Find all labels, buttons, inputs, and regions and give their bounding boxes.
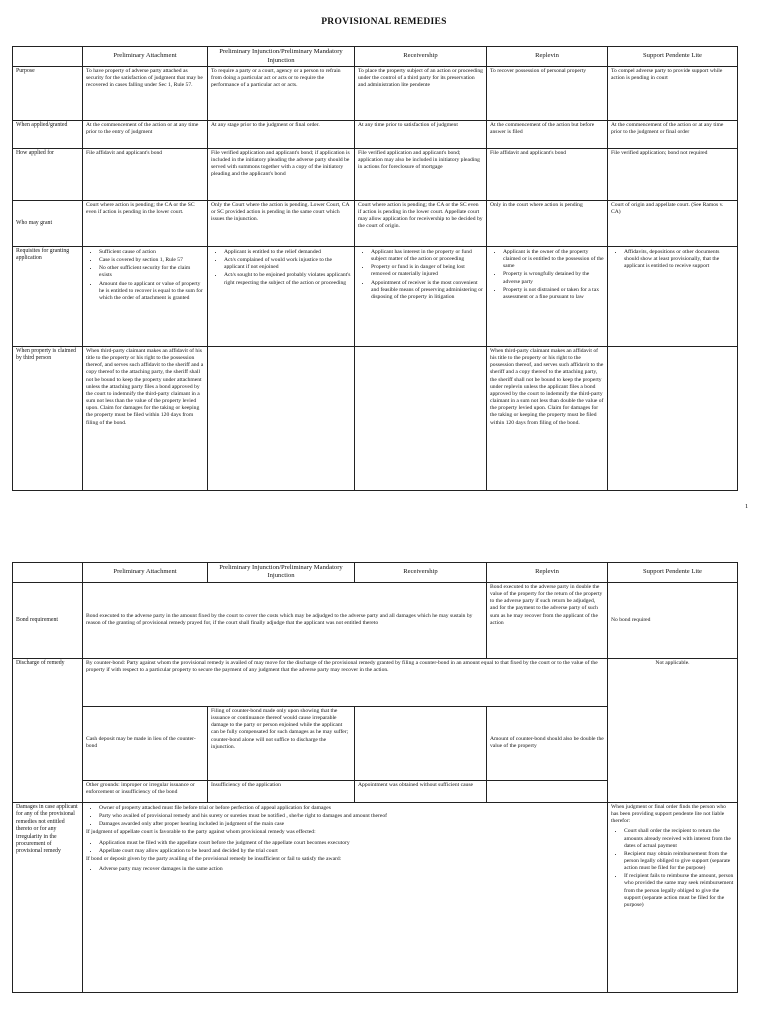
cell: File verified application and applicant's bond; if application is included in the initiatory pleading the adverse party should be served with summons together with a copy of the initiatory pleading and the applicant's bond xyxy=(208,149,355,201)
list-item: • Adverse party may recover damages in the same action xyxy=(99,866,604,873)
table-row-damages xyxy=(13,802,738,992)
bullet-list xyxy=(86,840,604,855)
cell: By counter-bond: Party against whom the provisional remedy is availed of may move for the discharge of the provisional remedy granted by filing a counter-bond in an amount equal to that fixed by the court or to the value of the property if with respect to a particular property to secure the payment of any judgment that the adverse party may recover in the action. xyxy=(83,658,608,706)
damages-para-1: If judgment of appellate court is favorable to the party against whom provisional remedy was effected: xyxy=(86,829,316,836)
bullet-list xyxy=(490,249,604,301)
cell xyxy=(355,247,487,347)
list-item: • Act/s complained of would work injustice to the applicant if not enjoined xyxy=(224,257,351,271)
bullet-list xyxy=(611,249,734,270)
bullet-list xyxy=(358,249,483,301)
header-receivership: Receivership xyxy=(355,563,487,583)
table-row-purpose xyxy=(13,67,738,121)
table-row-when xyxy=(13,121,738,149)
row-label-damages: Damages in case applicant for any of the provisional remedies not entitled thereto or for any irregularity in the procurement of provisional remedy xyxy=(13,802,83,992)
cell: To require a party or a court, agency or a person to refrain from doing a particular act or acts or to require the performance of a particular act or acts. xyxy=(208,67,355,121)
cell: Appointment was obtained without sufficient cause xyxy=(355,780,487,802)
header-support: Support Pendente Lite xyxy=(608,563,738,583)
page-number: 1 xyxy=(745,503,749,510)
list-item: • Damages awarded only after proper hearing included in judgment of the main case xyxy=(99,821,604,828)
cell: Insufficiency of the application xyxy=(208,780,355,802)
list-item: • Recipient may obtain reimbursement from the person legally obliged to give support (separate action must be filed for the purpose) xyxy=(624,851,734,872)
cell: Bond executed to the adverse party in the amount fixed by the court to cover the costs which may be adjudged to the adverse party and all damages which he may sustain by reason of the granting of provisional remedy prayed for, if the court shall finally adjudge that the applicant was not entitled thereto xyxy=(83,582,487,658)
header-attachment: Preliminary Attachment xyxy=(83,563,208,583)
remedies-table-2 xyxy=(12,562,738,993)
cell: When third-party claimant makes an affidavit of his title to the property or his right to the possession thereof, and serves such affidavit to the sheriff and a copy thereof to the attaching party, the sheriff shall not be bound to keep the property under replevin unless the applicant files a bond approved by the court to indemnify the third-party claimant in a sum not less than double the value of the property levied upon. Claim for damages for the taking or keeping the property must be filed within 120 days from filing of the bond. xyxy=(487,347,608,491)
cell xyxy=(355,706,487,780)
row-label-purpose: Purpose xyxy=(13,67,83,121)
cell: At any stage prior to the judgment or final order. xyxy=(208,121,355,149)
header-blank xyxy=(13,47,83,67)
cell xyxy=(487,247,608,347)
cell: No bond required xyxy=(608,582,738,658)
header-receivership: Receivership xyxy=(355,47,487,67)
cell: File affidavit and applicant's bond xyxy=(487,149,608,201)
cell: To compel adverse party to provide support while action is pending in court xyxy=(608,67,738,121)
table-row-requisites xyxy=(13,247,738,347)
cell: At any time prior to satisfaction of judgment xyxy=(355,121,487,149)
cell: When third-party claimant makes an affidavit of his title to the property or his right to the possession thereof, and serves such affidavit to the sheriff and a copy thereof to the attaching party, the sheriff shall not be bound to keep the property under attachment unless the attaching party files a bond approved by the court to indemnify the third-party claimant in a sum not less than the value of the property levied upon. Claim for damages for the taking or keeping the property must be filed within 120 days from filing of the bond. xyxy=(83,347,208,491)
cell: File verified application and applicant's bond; application may also be included in initiatory pleading in actions for foreclosure of mortgage xyxy=(355,149,487,201)
list-item: • No other sufficient security for the claim exists xyxy=(99,265,204,279)
list-item: • Owner of property attached must file before trial or before perfection of appeal application for damages xyxy=(99,805,604,812)
header-row xyxy=(13,563,738,583)
cell xyxy=(608,247,738,347)
table-row-discharge xyxy=(13,658,738,706)
bullet-list xyxy=(86,805,604,828)
cell: Amount of counter-bond should also be double the value of the property xyxy=(487,706,608,780)
table-row-bond xyxy=(13,582,738,658)
header-attachment: Preliminary Attachment xyxy=(83,47,208,67)
cell-support-damages xyxy=(608,802,738,992)
list-item: • Case is covered by section 1, Rule 57 xyxy=(99,257,204,264)
header-replevin: Replevin xyxy=(487,47,608,67)
list-item: • If recipient fails to reimburse the amount, person who provided the same may seek reimbursement from the person legally obliged to give the support (separate action must be filed for the purpose) xyxy=(624,873,734,909)
damages-para-2: If bond or deposit given by the party availing of the provisional remedy be insufficient or fail to satisfy the award: xyxy=(86,855,342,862)
cell xyxy=(208,347,355,491)
cell: Only in the court where action is pending xyxy=(487,201,608,247)
list-item: • Party who availed of provisional remedy and his surety or sureties must be notified , she/he right to damages and amount thereof xyxy=(99,813,604,820)
cell: Bond executed to the adverse party in double the value of the property for the return of the property to the adverse party if such return be adjudged, and for the payment to the adverse party of such sum as he may recover from the applicant of the action xyxy=(487,582,608,658)
row-label-how: How applied for xyxy=(13,149,83,201)
cell: Other grounds: improper or irregular issuance or enforcement or insufficiency of the bond xyxy=(83,780,208,802)
cell-not-applicable: Not applicable. xyxy=(608,658,738,802)
cell xyxy=(208,247,355,347)
header-support: Support Pendente Lite xyxy=(608,47,738,67)
list-item: • Sufficient cause of action xyxy=(99,249,204,256)
cell: At the commencement of the action or at any time prior to the judgment or final order xyxy=(608,121,738,149)
list-item: • Appellate court may allow application to be heard and decided by the trial court xyxy=(99,848,604,855)
list-item: • Act/s sought to be enjoined probably violates applicant's right respecting the subject of the action or proceeding xyxy=(224,272,351,286)
cell xyxy=(487,780,608,802)
cell: At the commencement of the action but before answer is filed xyxy=(487,121,608,149)
list-item: • Applicant is the owner of the property claimed or is entitled to the possession of the same xyxy=(503,249,604,270)
list-item: • Applicant has interest in the property or fund subject matter of the action or proceeding xyxy=(371,249,483,263)
cell: To recover possession of personal property xyxy=(487,67,608,121)
header-row xyxy=(13,47,738,67)
row-label-discharge: Discharge of remedy xyxy=(13,658,83,802)
cell: File verified application; bond not required xyxy=(608,149,738,201)
row-label-requisites: Requisites for granting application xyxy=(13,247,83,347)
remedies-table-1 xyxy=(12,46,738,491)
list-item: • Applicant is entitled to the relief demanded xyxy=(224,249,351,256)
header-injunction: Preliminary Injunction/Preliminary Mandatory Injunction xyxy=(208,563,355,583)
table-row-third-party xyxy=(13,347,738,491)
list-item: • Affidavits, depositions or other documents should show at least provisionally, that the applicant is entitled to receive support xyxy=(624,249,734,270)
header-injunction: Preliminary Injunction/Preliminary Mandatory Injunction xyxy=(208,47,355,67)
document-title: PROVISIONAL REMEDIES xyxy=(321,17,447,27)
bullet-list xyxy=(211,249,351,287)
bullet-list xyxy=(86,249,204,302)
bullet-list xyxy=(611,828,734,909)
cell: Filing of counter-bond made only upon showing that the issuance or continuance thereof would cause irreparable damage to the party or person enjoined while the applicant can be fully compensated for such damages as he may suffer; counter-bond alone will not suffice to discharge the injunction. xyxy=(208,706,355,780)
table-row-who xyxy=(13,201,738,247)
cell: Court where action is pending; the CA or the SC even if action is pending in the lower court. xyxy=(83,201,208,247)
list-item: • Property or fund is in danger of being lost removed or materially injured xyxy=(371,264,483,278)
row-label-third-party: When property is claimed by third person xyxy=(13,347,83,491)
row-label-when: When applied/granted xyxy=(13,121,83,149)
row-label-bond: Bond requirement xyxy=(13,582,83,658)
cell-damages xyxy=(83,802,608,992)
list-item: • Application must be filed with the appellate court before the judgment of the appellate court becomes executory xyxy=(99,840,604,847)
list-item: • Appointment of receiver is the most convenient and feasible means of preserving administering or disposing of the property in litigation xyxy=(371,280,483,301)
header-blank xyxy=(13,563,83,583)
list-item: • Property is not distrained or taken for a tax assessment or a fine pursuant to law xyxy=(503,287,604,301)
bullet-list xyxy=(86,866,604,873)
header-replevin: Replevin xyxy=(487,563,608,583)
list-item: • Court shall order the recipient to return the amounts already received with interest from the dates of actual payment xyxy=(624,828,734,849)
cell: Only the Court where the action is pending. Lower Court, CA or SC provided action is pending in the same court which issues the injunction. xyxy=(208,201,355,247)
cell xyxy=(83,247,208,347)
cell: To place the property subject of an action or proceeding under the control of a third party for its preservation and administration lite pendente xyxy=(355,67,487,121)
list-item: • Amount due to applicant or value of property he is entitled to recover is equal to the sum for which the order of attachment is granted xyxy=(99,281,204,302)
list-item: • Property is wrongfully detained by the adverse party xyxy=(503,271,604,285)
cell: File affidavit and applicant's bond xyxy=(83,149,208,201)
table-row-how xyxy=(13,149,738,201)
support-intro: When judgment or final order finds the person who has been providing support pendente lite not liable therefor: xyxy=(611,803,726,825)
cell: To have property of adverse party attached as security for the satisfaction of judgment that may be recovered in cases falling under Sec 1, Rule 57. xyxy=(83,67,208,121)
cell xyxy=(608,347,738,491)
row-label-who: Who may grant xyxy=(13,201,83,247)
cell: Court of origin and appellate court. (See Ramos v. CA) xyxy=(608,201,738,247)
cell: At the commencement of the action or at any time prior to the entry of judgment xyxy=(83,121,208,149)
cell: Court where action is pending; the CA or the SC even if action is pending in the lower court. Appellate court may allow application for receivership to be decided by the court of origin. xyxy=(355,201,487,247)
cell xyxy=(355,347,487,491)
cell: Cash deposit may be made in lieu of the counter-bond xyxy=(83,706,208,780)
